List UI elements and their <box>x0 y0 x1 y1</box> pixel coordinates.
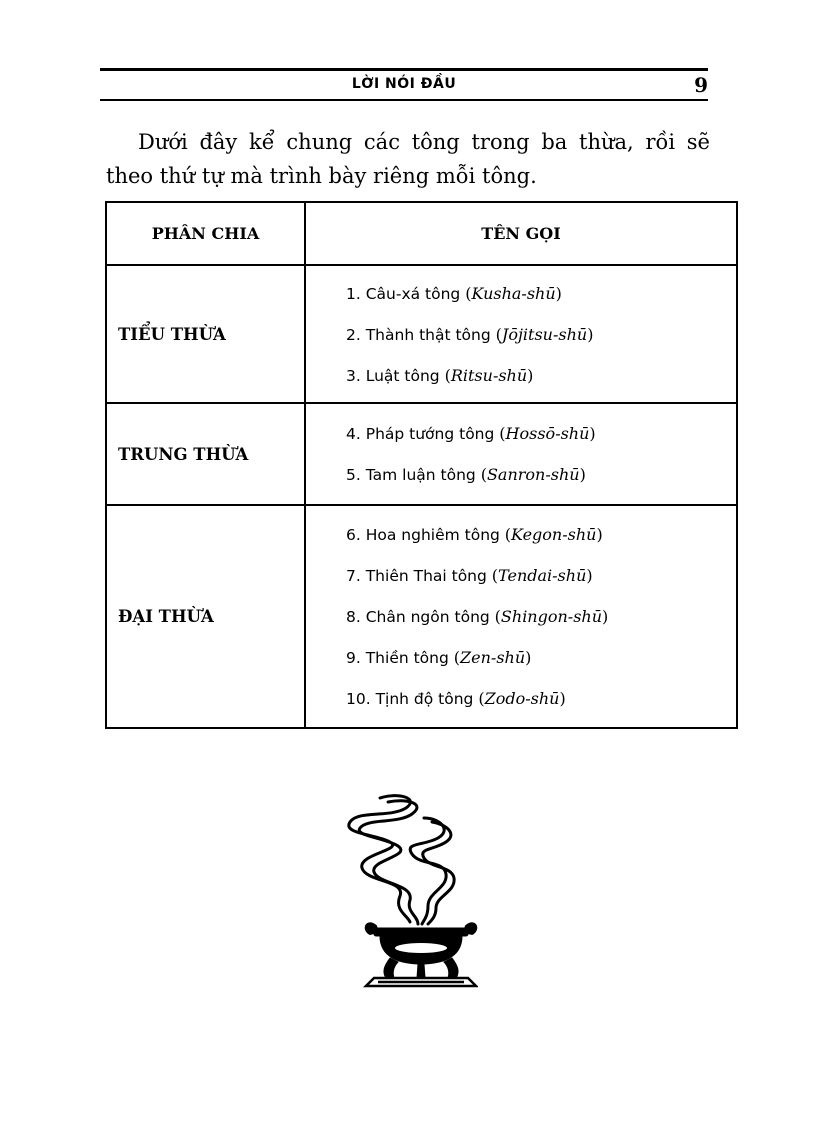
list-item: 3. Luật tông (Ritsu-shū) <box>346 365 534 385</box>
item-romaji: Kegon-shū <box>511 525 597 544</box>
category-cell: TIỂU THỪA <box>106 265 305 403</box>
table-row <box>106 265 737 403</box>
list-item: 8. Chân ngôn tông (Shingon-shū) <box>346 607 609 626</box>
item-label: 1. Câu-xá tông <box>346 284 461 303</box>
item-romaji: Tendai-shū <box>498 566 587 585</box>
item-romaji: Kusha-shū <box>471 283 556 303</box>
category-cell: TRUNG THỪA <box>106 403 305 505</box>
schools-table <box>105 201 738 729</box>
items-cell <box>305 403 737 505</box>
item-romaji: Zen-shū <box>460 648 526 667</box>
list-item: 10. Tịnh độ tông (Zodo-shū) <box>346 689 566 708</box>
items-cell <box>305 505 737 728</box>
intro-paragraph <box>106 125 710 193</box>
category-cell: ĐẠI THỪA <box>106 505 305 728</box>
header-title: LỜI NÓI ĐẦU <box>351 76 457 92</box>
item-label: 9. Thiền tông <box>346 649 449 667</box>
list-item: 6. Hoa nghiêm tông (Kegon-shū) <box>346 525 603 544</box>
intro-line-1: Dưới đây kể chung các tông trong ba thừa, rồi sẽ <box>138 130 710 154</box>
header-top-rule <box>100 68 708 71</box>
header-cell-classification: PHÂN CHIA <box>106 202 305 265</box>
intro-line-2: theo thứ tự mà trình bày riêng mỗi tông. <box>106 164 537 188</box>
header-bottom-rule <box>100 99 708 101</box>
item-romaji: Ritsu-shū <box>450 365 528 385</box>
incense-burner-icon <box>328 788 478 988</box>
list-item: 2. Thành thật tông (Jōjitsu-shū) <box>346 324 594 344</box>
list-item: 4. Pháp tướng tông (Hossō-shū) <box>346 424 596 443</box>
item-romaji: Hossō-shū <box>505 424 590 443</box>
item-label: 6. Hoa nghiêm tông <box>346 526 500 544</box>
list-item: 9. Thiền tông (Zen-shū) <box>346 648 532 667</box>
item-label: 5. Tam luận tông <box>346 466 476 484</box>
table-row <box>106 505 737 728</box>
item-label: 7. Thiên Thai tông <box>346 567 487 585</box>
item-label: 10. Tịnh độ tông <box>346 690 474 708</box>
item-label: 4. Pháp tướng tông <box>346 425 495 443</box>
item-romaji: Zodo-shū <box>484 689 560 708</box>
page-number: 9 <box>694 73 708 97</box>
item-romaji: Jōjitsu-shū <box>501 324 588 344</box>
item-label: 8. Chân ngôn tông <box>346 608 490 626</box>
items-cell <box>305 265 737 403</box>
list-item: 5. Tam luận tông (Sanron-shū) <box>346 465 586 484</box>
list-item: 1. Câu-xá tông (Kusha-shū) <box>346 283 562 303</box>
list-item: 7. Thiên Thai tông (Tendai-shū) <box>346 566 593 585</box>
item-romaji: Shingon-shū <box>500 607 603 626</box>
item-label: 2. Thành thật tông <box>346 325 491 344</box>
item-romaji: Sanron-shū <box>486 465 580 484</box>
table-header-row <box>106 202 737 265</box>
running-header <box>100 68 708 102</box>
item-label: 3. Luật tông <box>346 366 440 385</box>
table-row <box>106 403 737 505</box>
header-cell-name: TÊN GỌI <box>305 202 737 265</box>
